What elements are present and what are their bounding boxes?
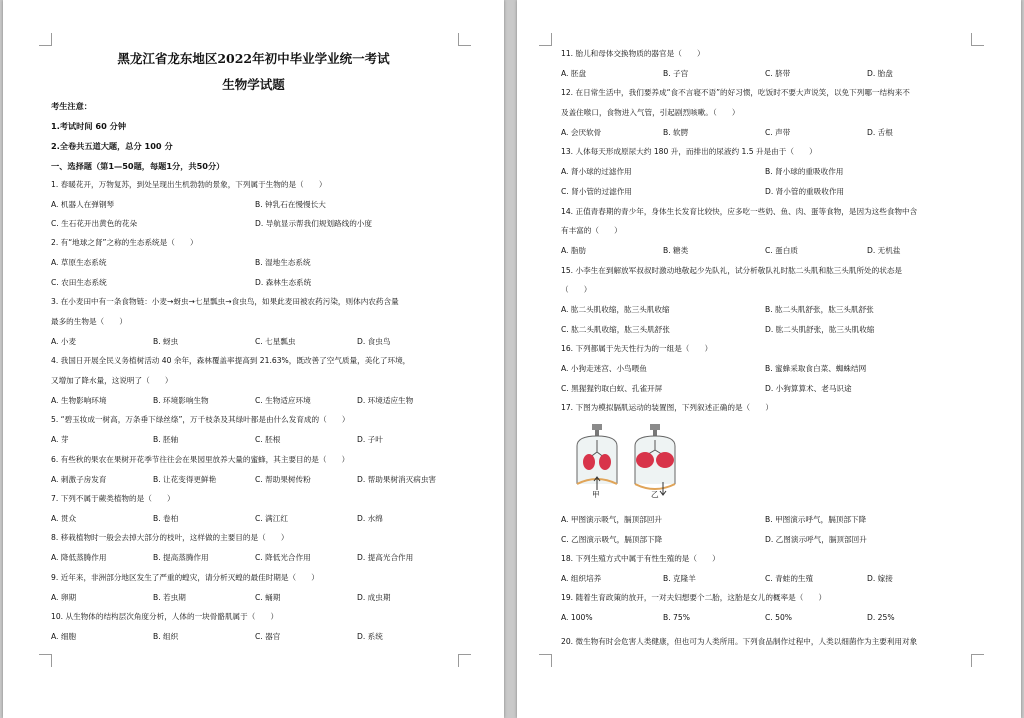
question-text: 11. 胎儿和母体交换物质的器官是（ ） xyxy=(561,49,705,58)
option: D. 森林生态系统 xyxy=(255,278,312,287)
option: D. 帮助果树消灭病虫害 xyxy=(357,475,437,484)
option: A. 脂肪 xyxy=(561,246,587,255)
question-text: 16. 下列都属于先天性行为的一组是（ ） xyxy=(561,344,713,353)
option: B. 软腭 xyxy=(663,128,689,137)
question-text: 8. 移栽植物时一般会去掉大部分的枝叶，这样做的主要目的是（ ） xyxy=(51,533,289,542)
option: C. 50% xyxy=(765,613,793,622)
option: C. 乙图演示吸气，膈顶部下降 xyxy=(561,535,663,544)
bell-jar-yi xyxy=(635,424,675,495)
question-text: 及盖住喉口，食物进入气管，引起剧烈咳嗽。（ ） xyxy=(561,108,740,117)
exam-title: 黑龙江省龙东地区2022年初中毕业学业统一考试 xyxy=(117,51,390,66)
crop-mark xyxy=(458,654,471,667)
option: D. 提高光合作用 xyxy=(357,553,414,562)
option: D. 无机盐 xyxy=(867,246,901,255)
exam-page-1 xyxy=(3,0,504,718)
option: A. 肾小球的过滤作用 xyxy=(561,167,632,176)
option: A. 贯众 xyxy=(51,514,77,523)
option: C. 胚根 xyxy=(255,435,281,444)
option: B. 钟乳石在慢慢长大 xyxy=(255,200,326,209)
option: D. 食虫鸟 xyxy=(357,337,391,346)
question-text: 5. “碧玉妆成一树高，万条垂下绿丝绦”，万千枝条及其绿叶都是由什么发育成的（ ） xyxy=(51,415,350,424)
option: C. 器官 xyxy=(255,632,281,641)
option: D. 肱二头肌舒张，肱三头肌收缩 xyxy=(765,325,875,334)
question-text: 17. 下图为模拟膈肌运动的装置图，下列叙述正确的是（ ） xyxy=(561,403,773,412)
option: B. 提高蒸腾作用 xyxy=(153,553,209,562)
question-text: （ ） xyxy=(561,285,592,294)
option: C. 满江红 xyxy=(255,514,288,523)
exam-subtitle: 生物学试题 xyxy=(222,77,285,92)
option: C. 生物适应环境 xyxy=(255,396,311,405)
notice-heading: 考生注意： xyxy=(51,101,92,111)
option: B. 子宫 xyxy=(663,69,689,78)
option: C. 农田生态系统 xyxy=(51,278,107,287)
option: B. 湿地生态系统 xyxy=(255,258,311,267)
crop-mark xyxy=(539,33,552,46)
option: C. 声带 xyxy=(765,128,791,137)
question-text: 12. 在日常生活中，我们要养成“食不言寝不语”的好习惯，吃饭时不要大声说笑，以免下列哪一结构来不 xyxy=(561,88,910,97)
option: B. 卷柏 xyxy=(153,514,179,523)
option: A. 降低蒸腾作用 xyxy=(51,553,107,562)
question-text: 9. 近年来，非洲部分地区发生了严重的蝗灾，请分析灭蝗的最佳时期是（ ） xyxy=(51,573,319,582)
question-text: 13. 人体每天形成原尿大约 180 升，而排出的尿液约 1.5 升是由于（ ） xyxy=(561,147,817,156)
option: D. 环境适应生物 xyxy=(357,396,414,405)
option: B. 蚜虫 xyxy=(153,337,179,346)
question-text: 1. 春暖花开，万物复苏，到处呈现出生机勃勃的景象，下列属于生物的是（ ） xyxy=(51,180,327,189)
option: B. 胚轴 xyxy=(153,435,179,444)
option: A. 甲图演示吸气，膈顶部回升 xyxy=(561,515,663,524)
option: A. 组织培养 xyxy=(561,574,602,583)
option: B. 肾小球的重吸收作用 xyxy=(765,167,844,176)
option: C. 蛹期 xyxy=(255,593,281,602)
option: C. 黑猩猩钓取白蚁、孔雀开屏 xyxy=(561,384,663,393)
option: B. 组织 xyxy=(153,632,179,641)
crop-mark xyxy=(971,654,984,667)
option: B. 75% xyxy=(663,613,690,622)
option: A. 肱二头肌收缩，肱三头肌收缩 xyxy=(561,305,670,314)
option: A. 胚盘 xyxy=(561,69,587,78)
question-text: 最多的生物是（ ） xyxy=(51,317,127,326)
question-text: 18. 下列生殖方式中属于有性生殖的是（ ） xyxy=(561,554,720,563)
question-text: 4. 我国日开展全民义务植树活动 40 余年，森林覆盖率提高到 21.63%，既改善了空气质量，美化了环境， xyxy=(51,356,411,365)
option: B. 糖类 xyxy=(663,246,689,255)
question-text: 6. 有些秋的果农在果树开花季节往往会在果园里放养大量的蜜蜂，其主要目的是（ ） xyxy=(51,455,350,464)
option: A. 100% xyxy=(561,613,593,622)
option: D. 舌根 xyxy=(867,128,893,137)
option: A. 卵期 xyxy=(51,593,77,602)
option: C. 生石花开出黄色的花朵 xyxy=(51,219,138,228)
option: C. 帮助果树传粉 xyxy=(255,475,311,484)
question-text: 20. 微生物有时会危害人类健康，但也可为人类所用。下列食品制作过程中，人类以细菌作为主要利用对象 xyxy=(561,637,918,646)
option: D. 小狗算算术、老马识途 xyxy=(765,384,852,393)
question-text: 10. 从生物体的结构层次角度分析，人体的一块骨骼肌属于（ ） xyxy=(51,612,279,621)
question-text: 又增加了降水量，这说明了（ ） xyxy=(51,376,173,385)
option: D. 子叶 xyxy=(357,435,383,444)
option: B. 甲图演示呼气，膈顶部下降 xyxy=(765,515,867,524)
option: D. 肾小管的重吸收作用 xyxy=(765,187,845,196)
option: D. 胎盘 xyxy=(867,69,893,78)
option: A. 小麦 xyxy=(51,337,77,346)
crop-mark xyxy=(458,33,471,46)
option: D. 乙图演示呼气，膈顶部回升 xyxy=(765,535,867,544)
option: B. 蜜蜂采取食白菜、蜘蛛结网 xyxy=(765,364,867,373)
question-text: 15. 小李生在到解放军叔叔时激动地敬起少先队礼，试分析敬队礼时肱二头肌和肱三头肌所处的状态是 xyxy=(561,266,903,275)
option: B. 肱二头肌舒张，肱三头肌舒张 xyxy=(765,305,874,314)
option: A. 会厌软骨 xyxy=(561,128,602,137)
option: C. 蛋白质 xyxy=(765,246,798,255)
option: A. 小狗走迷宫、小鸟喂鱼 xyxy=(561,364,647,373)
option: B. 克隆羊 xyxy=(663,574,696,583)
option: D. 嫁接 xyxy=(867,574,893,583)
section-heading: 一、选择题（第1—50题，每题1分，共50分） xyxy=(51,161,225,171)
question-text: 14. 正值青春期的青少年，身体生长发育比较快，应多吃一些奶、鱼、肉、蛋等食物，是因为这些食物中含 xyxy=(561,207,918,216)
option: B. 若虫期 xyxy=(153,593,186,602)
option: A. 机器人在弹钢琴 xyxy=(51,200,115,209)
question-text: 2. 有“地球之肾”之称的生态系统是（ ） xyxy=(51,238,198,247)
diaphragm-model-figure xyxy=(571,422,691,506)
crop-mark xyxy=(971,33,984,46)
option: C. 降低光合作用 xyxy=(255,553,311,562)
option: D. 水绵 xyxy=(357,514,383,523)
option: A. 草原生态系统 xyxy=(51,258,107,267)
option: D. 导航显示帮我们规划路线的小度 xyxy=(255,219,372,228)
option: A. 芽 xyxy=(51,435,69,444)
option: C. 青蛙的生殖 xyxy=(765,574,814,583)
crop-mark xyxy=(39,654,52,667)
option: D. 系统 xyxy=(357,632,383,641)
option: A. 生物影响环境 xyxy=(51,396,107,405)
option: D. 成虫期 xyxy=(357,593,391,602)
crop-mark xyxy=(39,33,52,46)
notice-line: 2.全卷共五道大题，总分 100 分 xyxy=(51,141,173,151)
notice-line: 1.考试时间 60 分钟 xyxy=(51,121,127,131)
question-text: 7. 下列不属于蕨类植物的是（ ） xyxy=(51,494,175,503)
option: C. 肾小管的过滤作用 xyxy=(561,187,632,196)
option: C. 肱二头肌收缩，肱三头肌舒张 xyxy=(561,325,670,334)
option: A. 刺激子房发育 xyxy=(51,475,107,484)
question-text: 3. 在小麦田中有一条食物链：小麦→蚜虫→七星瓢虫→食虫鸟，如果此麦田被农药污染，则体内农药含量 xyxy=(51,297,399,306)
figure-label-yi: 乙 xyxy=(651,490,659,499)
option: C. 脐带 xyxy=(765,69,791,78)
bell-jar-jia xyxy=(577,424,617,490)
option: A. 细胞 xyxy=(51,632,77,641)
question-text: 有丰富的（ ） xyxy=(561,226,622,235)
figure-label-jia: 甲 xyxy=(592,490,600,499)
crop-mark xyxy=(539,654,552,667)
option: D. 25% xyxy=(867,613,895,622)
option: C. 七星瓢虫 xyxy=(255,337,296,346)
option: B. 环境影响生物 xyxy=(153,396,209,405)
option: B. 让花变得更鲜艳 xyxy=(153,475,217,484)
question-text: 19. 随着生育政策的放开，一对夫妇想要个二胎，这胎是女儿的概率是（ ） xyxy=(561,593,827,602)
exam-page-2 xyxy=(517,0,1021,718)
